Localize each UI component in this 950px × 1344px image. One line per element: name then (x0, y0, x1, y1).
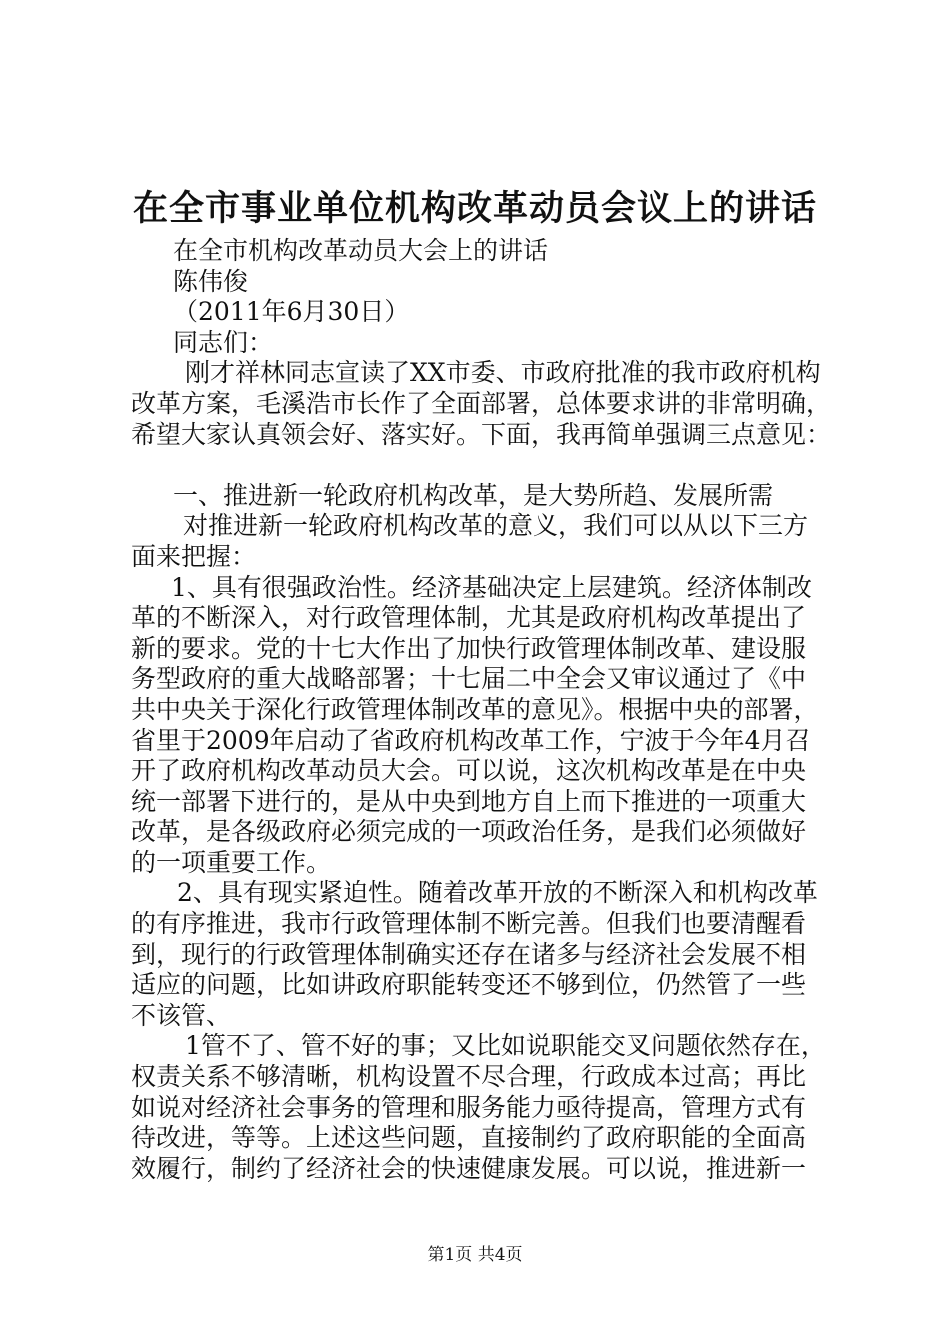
body-line: 共中央关于深化行政管理体制改革的意见》。根据中央的部署， (131, 694, 819, 724)
body-line: 开了政府机构改革动员大会。可以说，这次机构改革是在中央 (131, 756, 807, 786)
document-title: 在全市事业单位机构改革动员会议上的讲话 (132, 188, 817, 229)
body-line: 如说对经济社会事务的管理和服务能力亟待提高，管理方式有 (131, 1092, 807, 1122)
body-line: 新的要求。党的十七大作出了加快行政管理体制改革、建设服 (131, 633, 807, 663)
body-line: 1、具有很强政治性。经济基础决定上层建筑。经济体制改 (171, 572, 812, 602)
body-line: 同志们： (173, 327, 274, 357)
document-body (131, 236, 831, 1184)
body-line: 革的不断深入，对行政管理体制，尤其是政府机构改革提出了 (131, 603, 807, 633)
body-line: 陈伟俊 (173, 266, 249, 296)
body-line: 统一部署下进行的，是从中央到地方自上而下推进的一项重大 (131, 786, 807, 816)
body-line: 改革方案，毛溪浩市长作了全面部署，总体要求讲的非常明确， (131, 388, 831, 418)
body-line: 的有序推进，我市行政管理体制不断完善。但我们也要清醒看 (131, 909, 807, 939)
body-line: 权责关系不够清晰，机构设置不尽合理，行政成本过高；再比 (131, 1062, 807, 1092)
body-line: 在全市机构改革动员大会上的讲话 (173, 236, 549, 265)
page-footer: 第1页 共4页 (427, 1245, 523, 1265)
body-line: 刚才祥林同志宣读了XX市委、市政府批准的我市政府机构 (185, 358, 821, 388)
body-line: 省里于2009年启动了省政府机构改革工作，宁波于今年4月召 (131, 725, 811, 755)
paragraph-gap (131, 450, 831, 481)
body-line: （2011年6月30日） (173, 297, 410, 327)
body-line: 务型政府的重大战略部署；十七届二中全会又审议通过了《中 (131, 664, 807, 694)
body-line: 效履行，制约了经济社会的快速健康发展。可以说，推进新一 (131, 1153, 807, 1183)
body-line: 不该管、 (131, 1000, 232, 1030)
body-line: 1管不了、管不好的事；又比如说职能交叉问题依然存在， (185, 1031, 826, 1061)
body-line: 一、推进新一轮政府机构改革，是大势所趋、发展所需 (173, 480, 774, 510)
body-line: 2、具有现实紧迫性。随着改革开放的不断深入和机构改革 (177, 878, 818, 908)
body-line: 适应的问题，比如讲政府职能转变还不够到位，仍然管了一些 (131, 970, 807, 1000)
body-line: 的一项重要工作。 (131, 847, 332, 877)
body-line: 改革，是各级政府必须完成的一项政治任务，是我们必须做好 (131, 817, 807, 847)
body-line: 到，现行的行政管理体制确实还存在诸多与经济社会发展不相 (131, 939, 807, 969)
body-line: 面来把握： (131, 541, 257, 571)
body-line: 待改进，等等。上述这些问题，直接制约了政府职能的全面高 (131, 1123, 807, 1153)
body-line: 希望大家认真领会好、落实好。下面，我再简单强调三点意见： (131, 419, 831, 449)
body-line: 对推进新一轮政府机构改革的意义，我们可以从以下三方 (183, 511, 809, 541)
